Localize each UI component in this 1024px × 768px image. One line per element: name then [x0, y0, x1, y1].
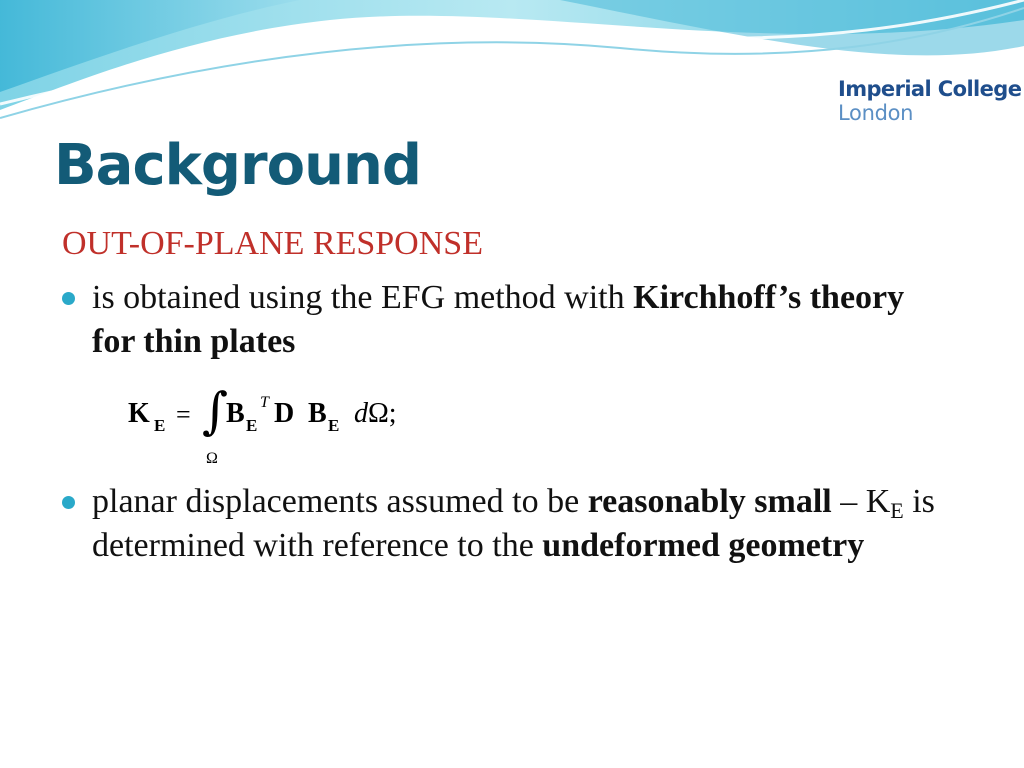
- bullet-list-1: [60, 276, 940, 364]
- bullet-text-bold: Kirchhoff’s theory for thin plates: [92, 279, 905, 360]
- eq-integral-sign: ∫: [202, 382, 229, 440]
- eq-k-subscript: E: [154, 416, 166, 435]
- eq-integral-domain: Ω: [206, 450, 218, 467]
- eq-differential: [354, 398, 397, 430]
- bullet-list-2: [60, 480, 940, 568]
- bullet-dot-icon: [62, 292, 75, 305]
- bullet-text: is obtained using the EFG method with: [92, 279, 634, 316]
- bullet-text-bold: reasonably small: [587, 483, 832, 520]
- eq-b-matrix-1: B: [226, 398, 245, 429]
- eq-transpose: T: [260, 394, 269, 411]
- bullet-text: – K: [831, 483, 891, 520]
- section-subtitle: OUT-OF-PLANE RESPONSE: [62, 225, 483, 262]
- eq-d-symbol: d: [354, 398, 368, 429]
- eq-b-subscript-1: E: [246, 416, 258, 435]
- eq-b-matrix-2: B: [308, 398, 327, 429]
- eq-omega-symbol: Ω;: [368, 398, 397, 429]
- bullet-text: planar displacements assumed to be: [92, 483, 588, 520]
- bullet-dot-icon: [62, 496, 75, 509]
- logo-line-2: London: [838, 101, 914, 125]
- imperial-college-logo: [838, 77, 1021, 125]
- eq-k-symbol: K: [128, 398, 150, 429]
- logo-line-1: Imperial College: [838, 77, 1022, 101]
- slide-title: Background: [54, 133, 421, 198]
- bullet-item-planar-displacements: [60, 480, 940, 568]
- eq-d-matrix: D: [274, 398, 295, 429]
- eq-equals-sign: =: [176, 400, 191, 429]
- bullet-text: is determined with reference to the: [92, 483, 935, 564]
- bullet-subscript: E: [890, 498, 904, 523]
- bullet-text-bold: undeformed geometry: [542, 527, 865, 564]
- stiffness-equation: [128, 382, 428, 472]
- bullet-item-efg-method: [60, 276, 940, 364]
- eq-b-subscript-2: E: [328, 416, 340, 435]
